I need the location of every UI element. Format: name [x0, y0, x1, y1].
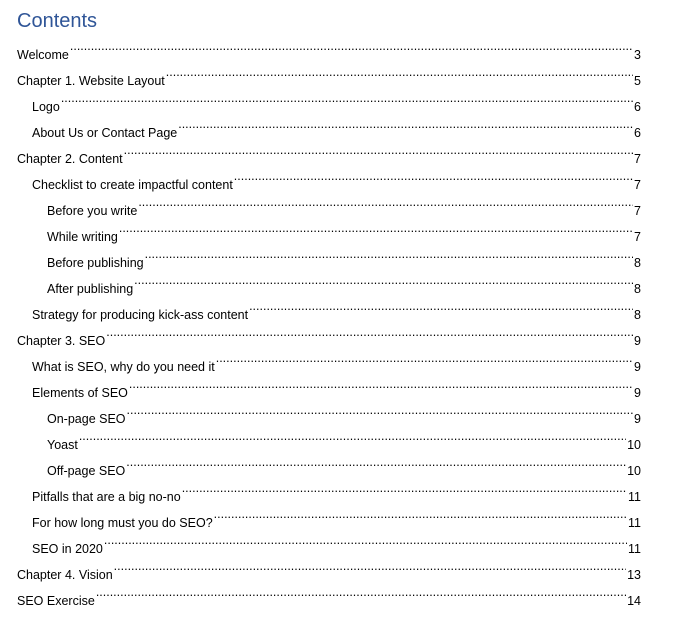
toc-entry-label: Before you write [47, 204, 138, 218]
toc-entry-label: Chapter 4. Vision [17, 568, 113, 582]
toc-entry-label: About Us or Contact Page [32, 126, 178, 140]
toc-entry-chapter-1[interactable] [17, 59, 641, 88]
toc-page-number: 3 [634, 48, 641, 62]
toc-page-number: 8 [634, 256, 641, 270]
toc-entry-label: On-page SEO [47, 412, 126, 426]
toc-page-number: 8 [634, 282, 641, 296]
toc-page-number: 10 [627, 438, 641, 452]
toc-entry-label: Before publishing [47, 256, 144, 270]
toc-entry-yoast[interactable] [17, 423, 641, 452]
toc-page-number: 13 [627, 568, 641, 582]
toc-dot-leader [106, 319, 633, 345]
toc-entry-label: Logo [32, 100, 60, 114]
toc-dot-leader [234, 163, 633, 189]
toc-dot-leader [104, 527, 627, 553]
toc-entry-seo-in-2020[interactable] [17, 527, 641, 556]
toc-dot-leader [129, 371, 633, 397]
toc-entry-label: Chapter 2. Content [17, 152, 123, 166]
toc-page-number: 9 [634, 334, 641, 348]
toc-entry-label: Strategy for producing kick-ass content [32, 308, 249, 322]
toc-page-number: 6 [634, 100, 641, 114]
toc-entry-label: Pitfalls that are a big no-no [32, 490, 181, 504]
toc-entry-about-us[interactable] [17, 111, 641, 140]
toc-page-number: 11 [628, 516, 641, 530]
toc-dot-leader [70, 33, 633, 59]
toc-dot-leader [214, 501, 627, 527]
toc-page-number: 9 [634, 386, 641, 400]
toc-page-number: 8 [634, 308, 641, 322]
toc-entry-what-is-seo[interactable] [17, 345, 641, 374]
toc-dot-leader [114, 553, 626, 579]
toc-entry-logo[interactable] [17, 85, 641, 114]
toc-dot-leader [182, 475, 627, 501]
toc-page-number: 7 [634, 230, 641, 244]
toc-entry-off-page-seo[interactable] [17, 449, 641, 478]
toc-entry-label: Chapter 3. SEO [17, 334, 106, 348]
toc-page-number: 10 [627, 464, 641, 478]
toc-title: Contents [17, 10, 98, 32]
toc-entry-label: Checklist to create impactful content [32, 178, 233, 192]
toc-page-number: 6 [634, 126, 641, 140]
toc-page-number: 9 [634, 360, 641, 374]
toc-page-number: 5 [634, 74, 641, 88]
toc-dot-leader [79, 423, 626, 449]
toc-dot-leader [138, 189, 633, 215]
toc-entry-label: What is SEO, why do you need it [32, 360, 215, 374]
toc-dot-leader [61, 85, 633, 111]
toc-dot-leader [126, 449, 626, 475]
toc-page-number: 7 [634, 178, 641, 192]
toc-entry-label: Yoast [47, 438, 78, 452]
toc-entry-label: Off-page SEO [47, 464, 126, 478]
toc-list [17, 33, 641, 608]
toc-dot-leader [216, 345, 633, 371]
toc-entry-label: For how long must you do SEO? [32, 516, 213, 530]
toc-dot-leader [124, 137, 633, 163]
toc-dot-leader [249, 293, 633, 319]
toc-entry-label: Chapter 1. Website Layout [17, 74, 165, 88]
toc-page-number: 14 [627, 594, 641, 608]
toc-dot-leader [127, 397, 634, 423]
toc-entry-chapter-3[interactable] [17, 319, 641, 348]
toc-entry-label: Welcome [17, 48, 69, 62]
toc-entry-chapter-4[interactable] [17, 553, 641, 582]
toc-dot-leader [166, 59, 633, 85]
toc-dot-leader [145, 241, 633, 267]
toc-entry-label: Elements of SEO [32, 386, 128, 400]
toc-dot-leader [178, 111, 633, 137]
toc-entry-label: SEO in 2020 [32, 542, 103, 556]
toc-page-number: 11 [628, 542, 641, 556]
toc-entry-seo-exercise[interactable] [17, 579, 641, 608]
toc-dot-leader [134, 267, 633, 293]
toc-entry-label: After publishing [47, 282, 134, 296]
toc-entry-label: While writing [47, 230, 118, 244]
toc-page-number: 11 [628, 490, 641, 504]
toc-entry-label: SEO Exercise [17, 594, 95, 608]
toc-page-number: 9 [634, 412, 641, 426]
toc-dot-leader [119, 215, 633, 241]
toc-page-number: 7 [634, 204, 641, 218]
toc-page-number: 7 [634, 152, 641, 166]
toc-entry-welcome[interactable] [17, 33, 641, 62]
toc-dot-leader [96, 579, 626, 605]
